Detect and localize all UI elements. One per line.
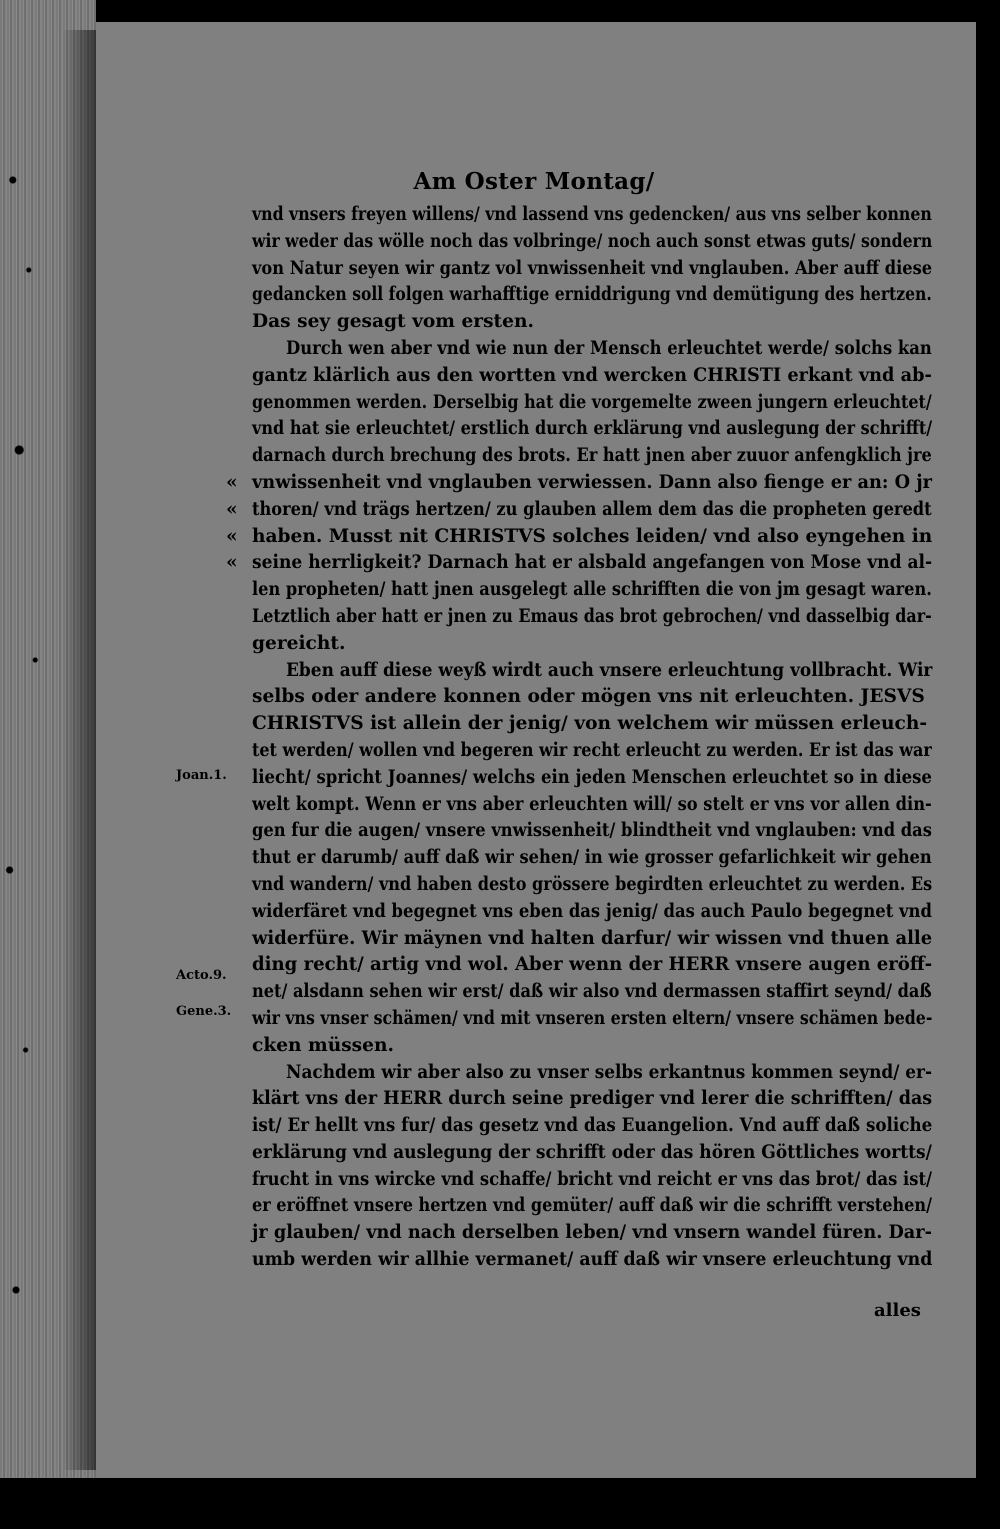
text-line <box>252 229 932 256</box>
text-line-content: wir vns vnser schämen/ vnd mit vnseren ersten eltern/ vnsere schämen bede- <box>252 1007 933 1029</box>
text-line-content: liecht/ spricht Joannes/ welchs ein jeden Menschen erleuchtet so in diese <box>252 766 932 788</box>
margin-note-gene: Gene.3. <box>176 1004 232 1019</box>
text-line <box>252 1140 932 1167</box>
text-line <box>252 282 932 309</box>
text-line <box>252 416 932 443</box>
text-line <box>252 497 932 524</box>
text-line-content: genommen werden. Derselbig hat die vorgemelte zween jungern erleuchtet/ <box>252 391 932 413</box>
text-line <box>252 738 932 765</box>
text-line <box>252 1247 932 1274</box>
text-line-content: haben. Musst nit CHRISTVS solches leiden/ vnd also eyngehen in <box>252 525 933 547</box>
text-line-content: vnd wandern/ vnd haben desto grössere begirdten erleuchtet zu werden. Es <box>252 873 933 895</box>
text-line-content: vnwissenheit vnd vnglauben verwiessen. Dann also fienge er an: O jr <box>252 471 933 493</box>
text-line-content: wir weder das wölle noch das volbringe/ noch auch sonst etwas guts/ sondern <box>252 230 933 252</box>
text-line-content: net/ alsdann sehen wir erst/ daß wir also vnd dermassen staffirt seynd/ daß <box>252 981 932 1003</box>
text-line-content: Nachdem wir aber also zu vnser selbs erkantnus kommen seynd/ er- <box>286 1061 933 1083</box>
text-line-content: ding recht/ artig vnd wol. Aber wenn der HERR vnsere augen eröff- <box>252 954 933 976</box>
text-line <box>252 711 932 738</box>
text-line-content: Durch wen aber vnd wie nun der Mensch erleuchtet werde/ solchs kan <box>286 337 932 359</box>
text-line <box>252 872 932 899</box>
catchword: alles <box>874 1300 921 1321</box>
text-line <box>252 390 932 417</box>
text-line <box>252 1033 932 1060</box>
edge-specks <box>0 0 64 1500</box>
text-line-content: ist/ Er hellt vns fur/ das gesetz vnd das Euangelion. Vnd auff daß soliche <box>252 1115 933 1137</box>
text-line-content: von Natur seyen wir gantz vol vnwissenheit vnd vnglauben. Aber auff diese <box>252 257 933 279</box>
text-line <box>252 363 932 390</box>
text-line <box>252 443 932 470</box>
text-line-content: tet werden/ wollen vnd begeren wir recht erleucht zu werden. Er ist das war <box>252 739 932 761</box>
text-line-content: darnach durch brechung des brots. Er hatt jnen aber zuuor anfengklich jre <box>252 445 932 467</box>
text-line <box>252 1006 932 1033</box>
text-line <box>252 550 932 577</box>
text-line-content: erklärung vnd auslegung der schrifft oder das hören Göttliches wortts/ <box>252 1141 932 1163</box>
text-line <box>252 1060 932 1087</box>
text-line <box>252 631 932 658</box>
text-line-content: Eben auff diese weyß wirdt auch vnsere erleuchtung vollbracht. Wir <box>286 659 933 681</box>
text-line-content: welt kompt. Wenn er vns aber erleuchten will/ so stelt er vns vor allen din- <box>252 793 932 815</box>
text-line <box>252 1220 932 1247</box>
text-line-content: widerfüre. Wir mäynen vnd halten darfur/ wir wissen vnd thuen alle <box>252 927 933 949</box>
text-line-content: Letztlich aber hatt er jnen zu Emaus das brot gebrochen/ vnd dasselbig dar- <box>252 605 932 627</box>
text-line-content: gedancken soll folgen warhafftige erniddrigung vnd demütigung des hertzen. <box>252 284 932 306</box>
running-head: Am Oster Montag/ <box>413 168 655 195</box>
text-line <box>252 926 932 953</box>
margin-note-joan: Joan.1. <box>176 768 227 783</box>
right-dark-band <box>976 0 1000 1529</box>
gutter-shadow <box>62 30 96 1470</box>
text-line-content: Das sey gesagt vom ersten. <box>252 311 534 333</box>
text-line-content: umb werden wir allhie vermanet/ auff daß wir vnsere erleuchtung vnd <box>252 1249 933 1271</box>
text-line-content: widerfäret vnd begegnet vns eben das jenig/ das auch Paulo begegnet vnd <box>252 900 932 922</box>
text-line <box>252 899 932 926</box>
bottom-dark-band <box>0 1478 1000 1529</box>
text-line <box>252 202 932 229</box>
text-line-content: gantz klärlich aus den wortten vnd wercken CHRISTI erkant vnd ab- <box>252 364 932 386</box>
text-line <box>252 765 932 792</box>
text-line-content: cken müssen. <box>252 1034 394 1056</box>
text-line-content: selbs oder andere konnen oder mögen vns nit erleuchten. JESVS <box>252 686 925 708</box>
text-line-content: CHRISTVS ist allein der jenig/ von welchem wir müssen erleuch- <box>252 713 928 735</box>
text-line-content: jr glauben/ vnd nach derselben leben/ vnd vnsern wandel füren. Dar- <box>252 1222 932 1244</box>
text-line <box>252 336 932 363</box>
text-line-content: er eröffnet vnsere hertzen vnd gemüter/ auff daß wir die schrifft verstehen/ <box>252 1195 932 1217</box>
text-line <box>252 577 932 604</box>
text-line <box>252 684 932 711</box>
text-line-content: len propheten/ hatt jnen ausgelegt alle schrifften die von jm gesagt waren. <box>252 579 932 601</box>
text-line <box>252 256 932 283</box>
text-line-content: thoren/ vnd trägs hertzen/ zu glauben allem dem das die propheten geredt <box>252 498 932 520</box>
text-line <box>252 845 932 872</box>
margin-note-acto: Acto.9. <box>176 968 227 983</box>
text-line-content: vnd hat sie erleuchtet/ erstlich durch erklärung vnd auslegung der schrifft/ <box>252 418 933 440</box>
text-line-content: vnd vnsers freyen willens/ vnd lassend vns gedencken/ aus vns selber konnen <box>252 204 932 225</box>
text-line <box>252 979 932 1006</box>
text-line <box>252 818 932 845</box>
text-line <box>252 309 932 336</box>
text-line <box>252 658 932 685</box>
text-line <box>252 952 932 979</box>
text-line <box>252 604 932 631</box>
text-line-content: klärt vns der HERR durch seine prediger vnd lerer die schrifften/ das <box>252 1088 933 1110</box>
text-line <box>252 1193 932 1220</box>
text-line-content: thut er darumb/ auff daß wir sehen/ in wie grosser gefarlichkeit wir gehen <box>252 847 932 869</box>
body-text <box>252 202 932 1274</box>
text-line <box>252 1086 932 1113</box>
text-line <box>252 524 932 551</box>
text-line <box>252 1113 932 1140</box>
text-line-content: gen fur die augen/ vnsere vnwissenheit/ blindtheit vnd vnglauben: vnd das <box>252 820 932 842</box>
text-line-content: frucht in vns wircke vnd schaffe/ bricht vnd reicht er vns das brot/ das ist/ <box>252 1168 933 1190</box>
text-line-content: gereicht. <box>252 632 346 654</box>
text-line <box>252 470 932 497</box>
text-line <box>252 792 932 819</box>
text-line <box>252 1167 932 1194</box>
text-line-content: seine herrligkeit? Darnach hat er alsbald angefangen von Mose vnd al- <box>252 552 933 574</box>
